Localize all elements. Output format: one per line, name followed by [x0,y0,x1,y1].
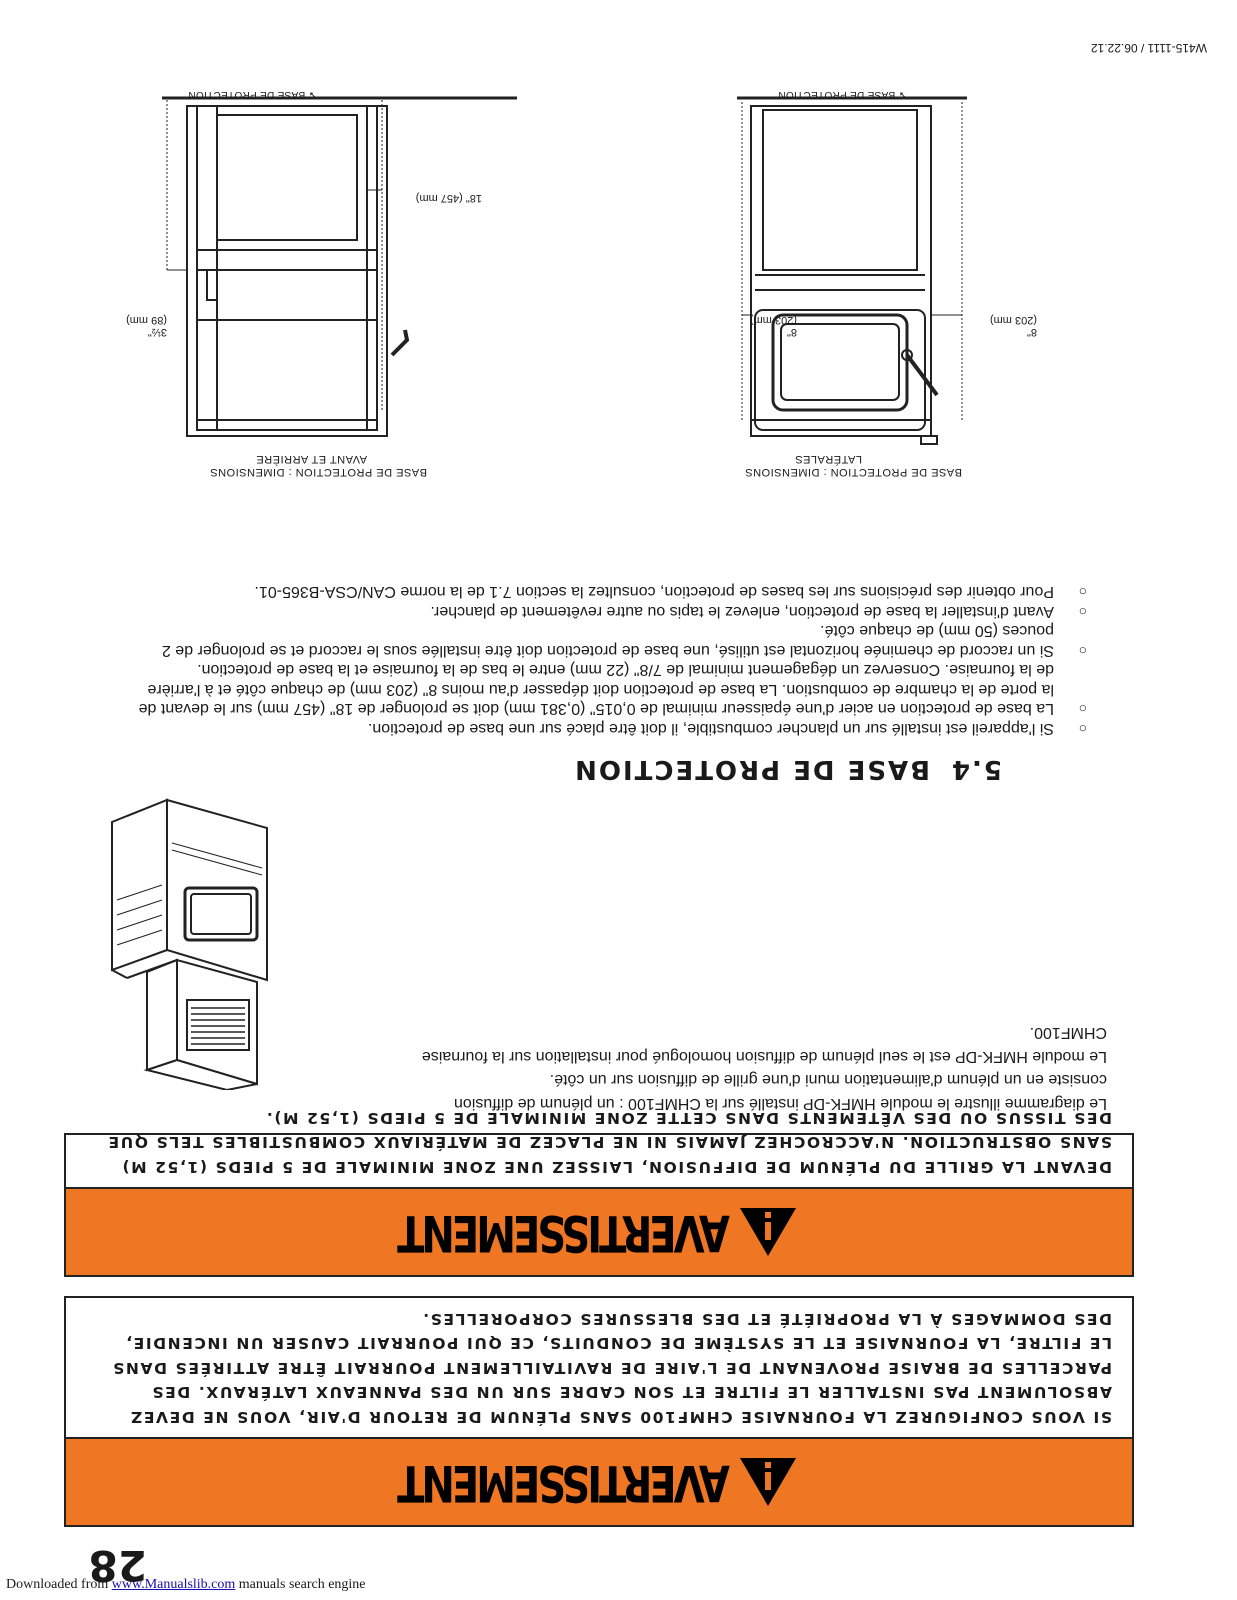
list-item: ○ La base de protection en acier d'une épaisseur minimal de 0,015" (0,381 mm) doit se prolonger de 18" (457 mm) sur le devant de la porte de la chambre de combustion. La base de protection doit dépasser d'au moins 8" (203 mm) de chaque côté et à l'arrière de la fournaise. Conservez un dégagement minimal de 7/8" (22 mm) entre le bas de la fournaise et la base de protection. [137,660,1087,719]
section-title: BASE DE PROTECTION [573,754,930,784]
dimension-value: 3½" [147,326,167,338]
base-label-text: BASE DE PROTECTION [778,89,896,100]
dimension-label [126,314,167,338]
side-dimension-diagram [737,92,967,450]
warning-triangle-icon [738,1456,798,1508]
page-number: 28 [88,1541,147,1590]
caption-line: AVANT ET ARRIÈRE [255,453,367,465]
warning-box-1 [64,1296,1134,1527]
list-item: ○ Avant d'installer la base de protection, enlevez le tapis ou autre revêtement de plancher. [137,602,1087,622]
list-item: ○ Si un raccord de cheminée horizontal est utilisé, une base de protection doit être installée sous le raccord et se prolonger de 2 pouces (50 mm) de chaque côté. [137,621,1087,660]
dimension-value: 8" [786,326,797,338]
base-label [188,89,317,100]
warning-banner [66,1437,1132,1525]
furnace-plenum-illustration [92,790,277,1090]
dimension-label: 18" (457 mm) [415,192,482,204]
arrow-icon: ➘ [305,89,317,100]
warning-triangle-icon [738,1206,798,1258]
dimension-label [750,314,797,338]
right-diagram-caption [210,452,427,478]
warning-title: AVERTISSEMENT [400,1453,730,1511]
base-label-text: BASE DE PROTECTION [188,89,306,100]
intro-text [417,1021,1107,1115]
caption-line: BASE DE PROTECTION : DIMENSIONS [744,466,962,478]
warning-box-2 [64,1109,1134,1277]
front-rear-dimension-diagram [157,92,517,450]
list-item: ○ Si l'appareil est installé sur un plancher combustible, il doit être placé sur une base de protection. [137,719,1087,739]
caption-line: LATÉRALES [794,453,862,465]
document-code: W415-1111 / 06.22.12 [1090,41,1207,55]
section-heading [573,754,1002,784]
intro-paragraph-1: Le diagramme illustre le module HMFK-DP installé sur la CHMF100 : un plénum de diffusion consiste en un plénum d'alimentation muni d'une grille de diffusion sur un côté. [453,1071,1107,1112]
left-diagram-caption [745,452,962,478]
footer [6,1577,366,1593]
caption-line: BASE DE PROTECTION : DIMENSIONS [209,466,427,478]
dimension-label [990,314,1037,338]
dimension-value-mm: (89 mm) [126,314,167,326]
warning-title: AVERTISSEMENT [400,1203,730,1261]
manualslib-link[interactable]: www.Manualslib.com [111,1577,236,1592]
base-label [778,89,907,100]
footer-prefix: Downloaded from [6,1577,112,1592]
footer-suffix: manuals search engine [235,1577,366,1592]
warning-text: SI VOUS CONFIGUREZ LA FOURNAISE CHMF100 SANS PLÉNUM DE RETOUR D'AIR, VOUS NE DEVEZ ABSOLUMENT PAS INSTALLER LE FILTRE ET SON CADRE SUR UN DES PANNEAUX LATÉRAUX. DES PARCELLES DE BRAISE PROVENANT DE L'AIRE DE RAVITAILLEMENT POURRAIT ÊTRE ATTIRÉES DANS LE FILTRE, LA FOURNAISE ET LE SYSTÈME DE CONDUITS, CE QUI POURRAIT CAUSER UN INCENDIE, DES DOMMAGES À LA PROPRIÉTÉ ET DES BLESSURES CORPORELLES. [111,1310,1112,1426]
intro-paragraph-2: Le module HMFK-DP est le seul plénum de diffusion homologué pour installation sur la fournaise CHMF100. [421,1024,1107,1065]
arrow-icon: ➘ [895,89,907,100]
warning-banner [66,1187,1132,1275]
bullet-list [137,582,1087,738]
dimension-value-mm: (203 mm) [749,314,797,326]
dimension-value: 8" [1026,326,1037,338]
dimension-value-mm: (203 mm) [989,314,1037,326]
list-item: ○ Pour obtenir des précisions sur les bases de protection, consultez la section 7.1 de la norme CAN/CSA-B365-01. [137,582,1087,602]
section-number: 5.4 [949,754,1002,784]
warning-text: DEVANT LA GRILLE DU PLÉNUM DE DIFFUSION, LAISSEZ UNE ZONE MINIMALE DE 5 PIEDS (1,52 M) SANS OBSTRUCTION. N'ACCROCHEZ JAMAIS NI NE PLACEZ DE MATÉRIAUX COMBUSTIBLES TELS QUE DES TISSUS OU DES VÊTEMENTS DANS CETTE ZONE MINIMALE DE 5 PIEDS (1,52 M). [106,1109,1112,1176]
